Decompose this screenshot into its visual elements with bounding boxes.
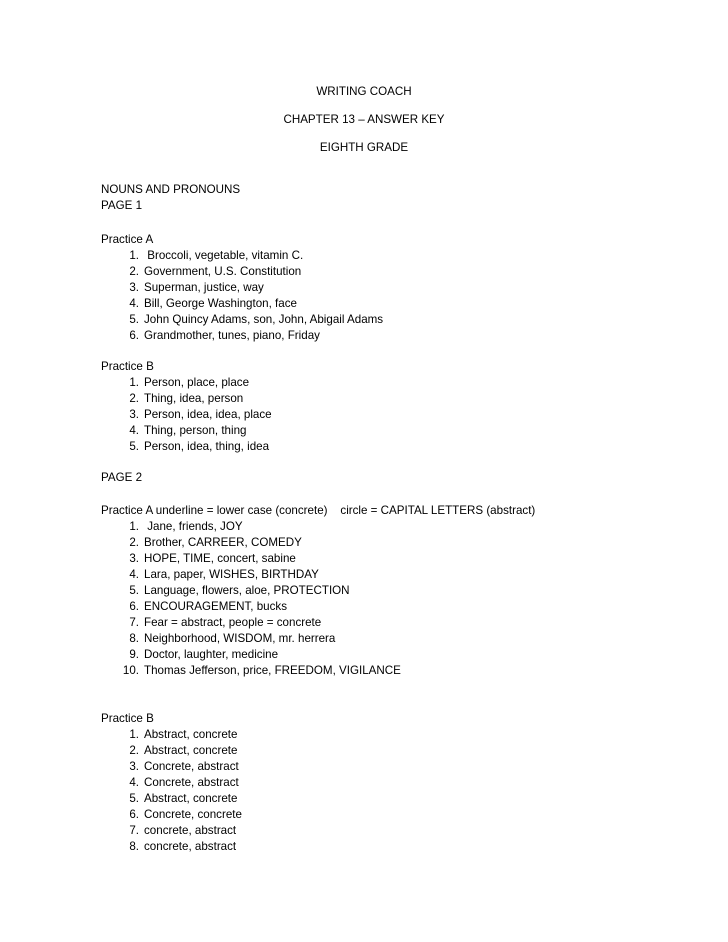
item-text: Government, U.S. Constitution [144,265,302,278]
item-text: Concrete, concrete [144,808,242,821]
item-number: 2. [129,392,139,405]
item-text: Fear = abstract, people = concrete [144,616,322,629]
item-number: 5. [129,313,139,326]
page-1-label: PAGE 1 [101,199,143,212]
item-text: Language, flowers, aloe, PROTECTION [144,584,350,597]
item-text: HOPE, TIME, concert, sabine [144,552,296,565]
p2-practice-a-heading: Practice A underline = lower case (concrete) circle = CAPITAL LETTERS (abstract) [101,504,536,517]
item-text: Lara, paper, WISHES, BIRTHDAY [144,568,319,581]
item-text: Concrete, abstract [144,776,239,789]
item-number: 2. [129,265,139,278]
section-title: NOUNS AND PRONOUNS [101,183,241,196]
item-text: Broccoli, vegetable, vitamin C. [144,249,304,262]
item-number: 8. [129,840,139,853]
item-text: ENCOURAGEMENT, bucks [144,600,288,613]
item-number: 7. [129,824,139,837]
item-text: Concrete, abstract [144,760,239,773]
item-text: Abstract, concrete [144,792,238,805]
item-text: Bill, George Washington, face [144,297,297,310]
item-number: 4. [129,568,139,581]
item-number: 3. [129,760,139,773]
item-number: 4. [129,424,139,437]
item-text: Grandmother, tunes, piano, Friday [144,329,320,342]
item-number: 6. [129,329,139,342]
item-text: Neighborhood, WISDOM, mr. herrera [144,632,336,645]
item-text: John Quincy Adams, son, John, Abigail Adams [144,313,384,326]
item-number: 6. [129,600,139,613]
item-text: Thing, idea, person [144,392,244,405]
item-number: 5. [129,440,139,453]
item-number: 5. [129,584,139,597]
item-number: 2. [129,536,139,549]
item-text: Brother, CARREER, COMEDY [144,536,302,549]
item-number: 4. [129,776,139,789]
item-text: Person, idea, thing, idea [144,440,270,453]
document-subtitle: CHAPTER 13 – ANSWER KEY [283,113,445,126]
item-number: 3. [129,408,139,421]
item-text: Thomas Jefferson, price, FREEDOM, VIGILANCE [144,664,401,677]
item-number: 5. [129,792,139,805]
item-text: Abstract, concrete [144,728,238,741]
item-text: concrete, abstract [144,840,237,853]
item-text: concrete, abstract [144,824,237,837]
page-2-label: PAGE 2 [101,471,143,484]
p2-practice-b-heading: Practice B [101,712,154,725]
item-number: 1. [129,728,139,741]
item-number: 4. [129,297,139,310]
document-title: WRITING COACH [316,85,412,98]
item-number: 7. [129,616,139,629]
item-number: 10. [122,664,139,677]
item-number: 1. [129,249,139,262]
item-text: Superman, justice, way [144,281,264,294]
item-text: Person, idea, idea, place [144,408,272,421]
grade-label: EIGHTH GRADE [319,141,409,154]
p1-practice-b-heading: Practice B [101,360,154,373]
item-text: Jane, friends, JOY [144,520,243,533]
item-number: 3. [129,281,139,294]
item-number: 3. [129,552,139,565]
item-number: 1. [129,376,139,389]
item-number: 1. [129,520,139,533]
item-number: 2. [129,744,139,757]
p1-practice-a-heading: Practice A [101,233,154,246]
item-number: 8. [129,632,139,645]
item-number: 6. [129,808,139,821]
item-text: Thing, person, thing [144,424,247,437]
item-text: Abstract, concrete [144,744,238,757]
item-text: Person, place, place [144,376,250,389]
item-number: 9. [129,648,139,661]
item-text: Doctor, laughter, medicine [144,648,279,661]
